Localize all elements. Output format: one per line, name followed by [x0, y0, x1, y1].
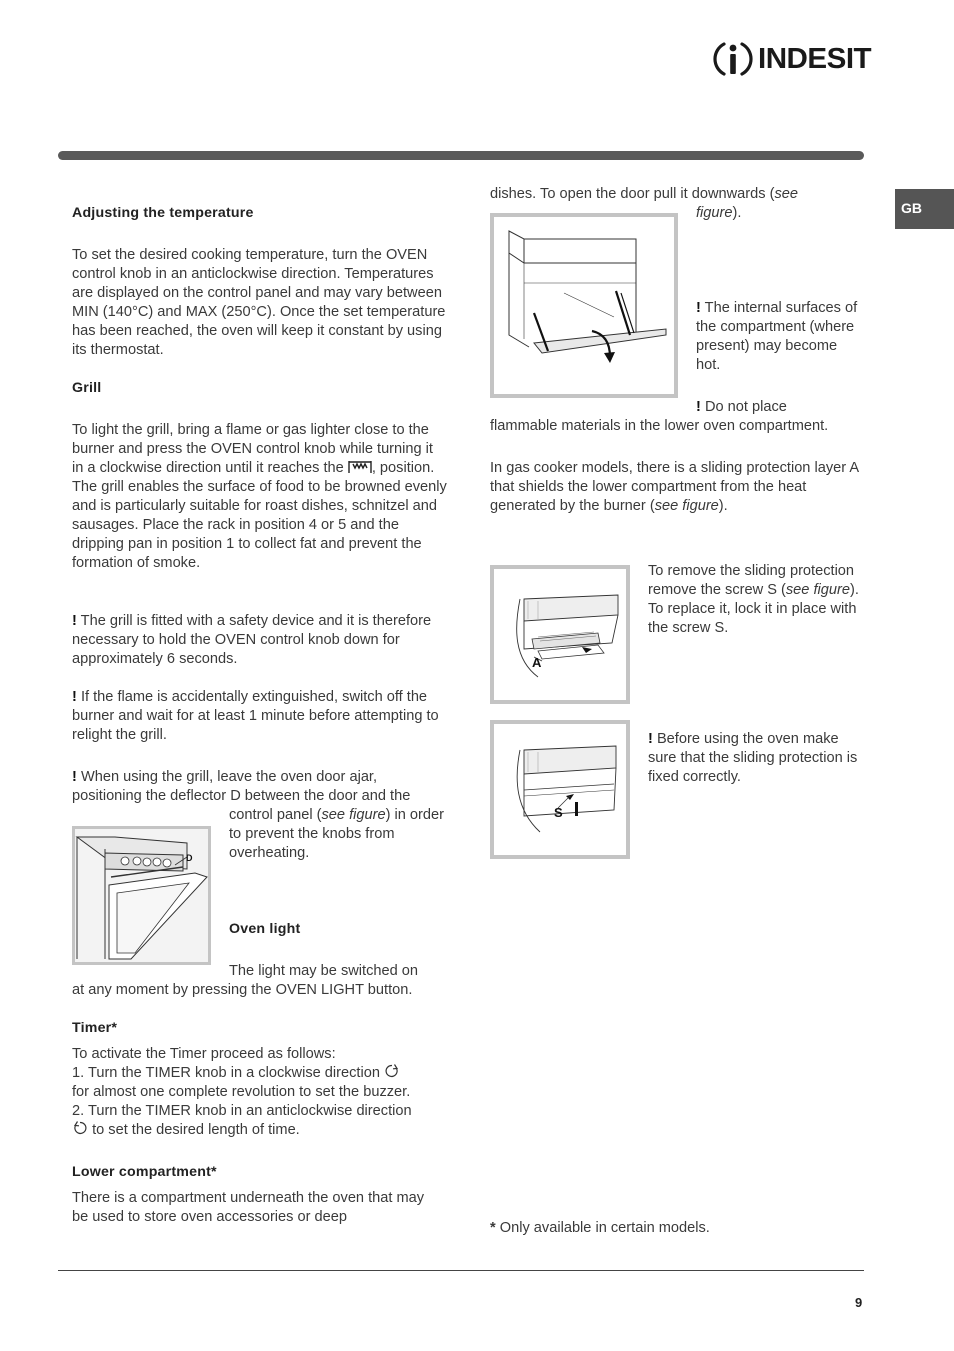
heading-grill: Grill [72, 380, 102, 396]
paragraph-remove-sliding-protection: To remove the sliding protection remove the screw S (see figure). To replace it, lock it in place with the screw S. [648, 563, 859, 636]
paragraph-dishes-a: dishes. To open the door pull it downwards (see [490, 186, 799, 202]
warning-door-ajar: ! When using the grill, leave the oven door ajar, positioning the deflector D between the door and the [72, 769, 411, 804]
warning-safety-device: ! The grill is fitted with a safety device and it is therefore necessary to hold the OVEN control knob down for approximately 6 seconds. [72, 613, 432, 667]
brand-name: INDESIT [758, 43, 872, 75]
figure-screw-s [490, 720, 630, 859]
grill-symbol-icon [348, 460, 372, 474]
warning-icon: ! [696, 399, 701, 415]
paragraph-timer: To activate the Timer proceed as follows: 1. Turn the TIMER knob in a clockwise direction for almost one complete revolution to set the buzzer. 2. Turn the TIMER knob in an anticlockwise direction to set the desired length of time. [72, 1046, 412, 1138]
paragraph-dishes-b: figure). [696, 205, 742, 221]
page-number: 9 [855, 1295, 863, 1310]
figure-compartment-door [490, 213, 678, 398]
heading-timer: Timer* [72, 1020, 118, 1036]
warning-icon: ! [648, 731, 653, 747]
footnote-star: * [490, 1220, 496, 1236]
screw-s-illustration [494, 724, 626, 855]
warning-sliding-fixed: ! Before using the oven make sure that the sliding protection is fixed correctly. [648, 731, 858, 785]
paragraph-oven-light-a: The light may be switched on [229, 963, 419, 979]
figure-sliding-protection-a [490, 565, 630, 704]
warning-flammable-b: flammable materials in the lower oven compartment. [490, 418, 829, 434]
paragraph-lower-compartment: There is a compartment underneath the oven that may be used to store oven accessories or deep [72, 1190, 425, 1225]
figure-label-a: A [532, 655, 542, 670]
figure-deflector-d [72, 826, 211, 965]
bottom-rule [58, 1270, 864, 1271]
heading-lower-compartment: Lower compartment* [72, 1164, 217, 1180]
language-tab-label: GB [901, 200, 922, 216]
figure-label-s: S [554, 805, 563, 820]
anticlockwise-arrow-icon [72, 1121, 88, 1135]
warning-flame-extinguished: ! If the flame is accidentally extinguished, switch off the burner and wait for at least 1 minute before attempting to relight the grill. [72, 689, 439, 743]
paragraph-oven-light-b: at any moment by pressing the OVEN LIGHT button. [72, 982, 413, 998]
compartment-door-illustration [494, 217, 674, 394]
warning-door-ajar-continued: control panel (see figure) in order to prevent the knobs from overheating. [229, 807, 444, 861]
language-tab[interactable] [895, 189, 954, 229]
indesit-logo-icon [712, 38, 754, 80]
warning-icon: ! [72, 613, 77, 629]
paragraph-grill: To light the grill, bring a flame or gas lighter close to the burner and press the OVEN control knob while turning it in a clockwise direction until it reaches the , position. The grill enables the surface of food to be browned evenly and is particularly suitable for roast dishes, schnitzel and sausages. Place the rack in position 4 or 5 and the dripping pan in position 1 to collect fat and prevent the formation of smoke. [72, 422, 447, 571]
heading-oven-light: Oven light [229, 921, 301, 937]
warning-internal-surfaces: ! The internal surfaces of the compartment (where present) may become hot. [696, 300, 858, 373]
warning-icon: ! [696, 300, 701, 316]
warning-icon: ! [72, 769, 77, 785]
heading-adjusting-temperature: Adjusting the temperature [72, 205, 254, 221]
sliding-protection-illustration [494, 569, 626, 700]
clockwise-arrow-icon [384, 1064, 400, 1078]
paragraph-gas-models: In gas cooker models, there is a sliding protection layer A that shields the lower compartment from the heat generated by the burner (see figure). [490, 460, 859, 514]
warning-icon: ! [72, 689, 77, 705]
oven-deflector-illustration [75, 829, 208, 962]
footnote: * Only available in certain models. [490, 1220, 710, 1236]
figure-label-d: D [186, 853, 193, 863]
paragraph-adjusting-temperature: To set the desired cooking temperature, turn the OVEN control knob in an anticlockwise direction. Temperatures are displayed on the control panel and may vary between MIN (140°C) and MAX (250°C). Once the set temperature has been reached, the oven will keep it constant by using its thermostat. [72, 247, 446, 358]
top-rule [58, 151, 864, 160]
warning-flammable-a: ! Do not place [696, 399, 787, 415]
brand-logo [712, 38, 872, 80]
